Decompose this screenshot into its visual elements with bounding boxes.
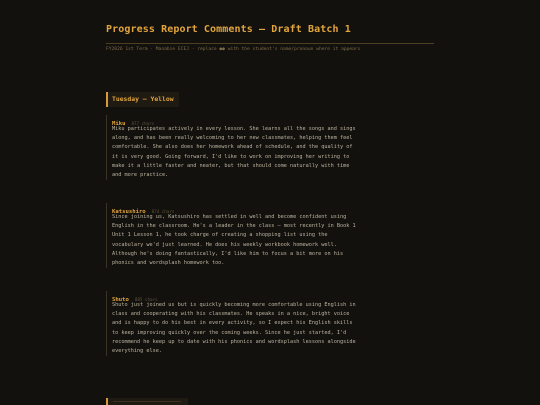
character-count: 874 chars [151, 209, 175, 214]
section-label-tuesday-yellow: Tuesday — Yellow [106, 92, 179, 107]
character-count: 885 chars [134, 297, 158, 302]
student-entry-miku [106, 115, 362, 180]
student-name: Shuto [112, 297, 129, 303]
next-section-label [106, 398, 188, 405]
student-entry-header [112, 115, 362, 127]
next-section-label-text [113, 401, 181, 402]
student-comment: Since joining us, Katsushiro has settled in well and become confident using English in the classroom. He's a leader in the class – most recently in Book 1 Unit 1 Lesson 1, he took charge of creating a shopping list using the vocabulary we'd just learned. He does his weekly workbook homework well. Although he's doing fantastically, I'd like him to focus a bit more on his phonics and wordsplash homework too. [112, 214, 356, 267]
character-count: 877 chars [131, 121, 155, 126]
header-divider [106, 43, 434, 44]
student-comment: Shuto just joined us but is quickly becoming more comfortable using English in class and cooperating with his classmates. He speaks in a nice, bright voice and is happy to do his best in every activity, so I expect his English skills to keep improving quickly over the coming weeks. Since he just started, I'd recommend he keep up to date with his phonics and wordsplash lessons alongside everything else. [112, 302, 356, 355]
page-title: Progress Report Comments — Draft Batch 1 [106, 24, 351, 35]
student-name: Katsushiro [112, 209, 146, 215]
student-entry-shuto [106, 291, 362, 356]
student-entry-katsushiro [106, 203, 362, 268]
student-name: Miku [112, 121, 126, 127]
student-comment: Miku participates actively in every lesson. She learns all the songs and sings along, and has been really welcoming to her new classmates, helping them feel comfortable. She also does her homework ahead of schedule, and the quality of it is very good. Going forward, I'd like to work on improving her writing to make it a little faster and neater, but that should come naturally with time and more practice. [112, 126, 356, 179]
student-entry-header [112, 203, 362, 215]
student-entry-header [112, 291, 362, 303]
page-subtitle: FY2026 1st Term · Manabie ECEJ · replace ●● with the student's name/pronoun where it appears [106, 47, 361, 52]
